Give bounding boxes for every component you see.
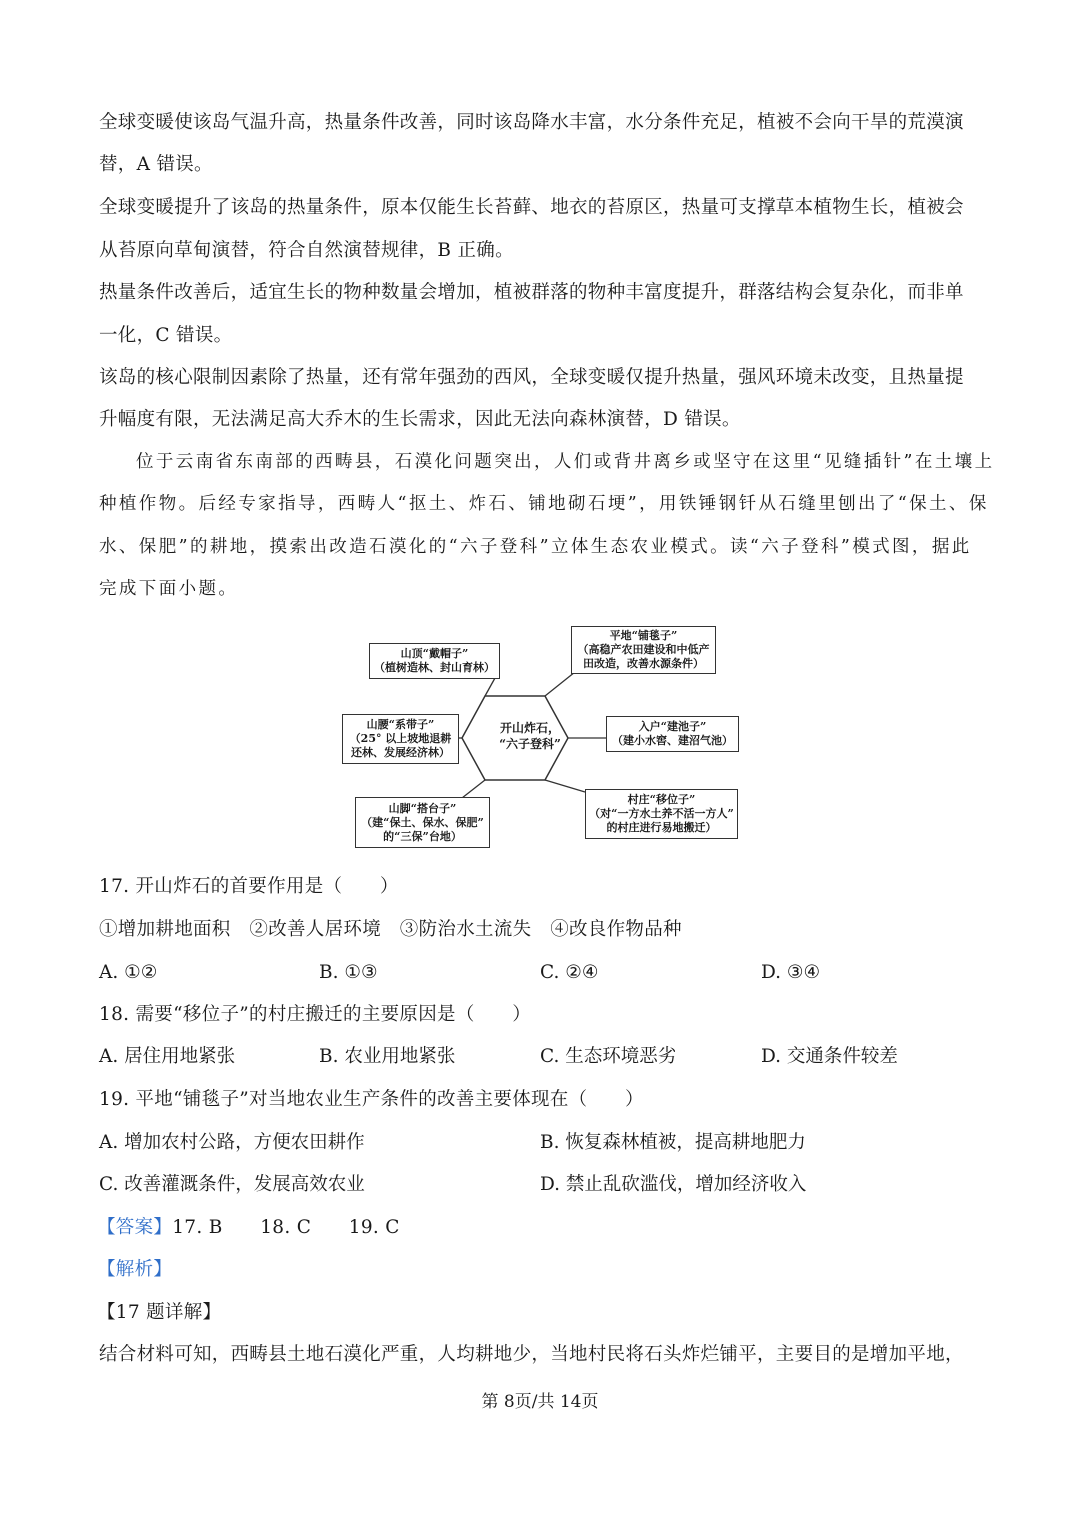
connector-top-left (485, 678, 495, 696)
q18-option-a: A. 居住用地紧张 (99, 1046, 236, 1067)
explanation-line-1: 全球变暖使该岛气温升高，热量条件改善，同时该岛降水丰富，水分条件充足，植被不会向干旱的荒漠演 (99, 112, 964, 133)
explanation-line-6: 一化，C 错误。 (99, 325, 233, 346)
q17-items: ①增加耕地面积 ②改善人居环境 ③防治水土流失 ④改良作物品种 (99, 919, 682, 940)
q17-option-a: A. ①② (99, 962, 158, 983)
connector-top-right (545, 672, 575, 696)
explanation-line-5: 热量条件改善后，适宜生长的物种数量会增加，植被群落的物种丰富度提升，群落结构会复杂化，而非单 (99, 282, 964, 303)
connector-bottom-right (545, 780, 585, 792)
diagram-box-top-right: 平地“铺毯子” （高稳产农田建设和中低产 田改造，改善水源条件） (571, 626, 716, 674)
q19-option-d: D. 禁止乱砍滥伐，增加经济收入 (540, 1174, 807, 1195)
diagram-box-mid-right: 入户“建池子” （建小水窖、建沼气池） (606, 716, 739, 752)
q18-stem: 18. 需要“移位子”的村庄搬迁的主要原因是（ ） (99, 1004, 532, 1025)
page-footer: 第 8页/共 14页 (481, 1392, 599, 1412)
q18-option-c: C. 生态环境恶劣 (540, 1046, 677, 1067)
material-line-3: 水、保肥”的耕地，摸索出改造石漠化的“六子登科”立体生态农业模式。读“六子登科”模式图，据此 (99, 537, 972, 557)
explanation-line-2: 替，A 错误。 (99, 154, 213, 175)
diagram-center-label: 开山炸石， “六子登科” (499, 721, 561, 751)
explanation-line-8: 升幅度有限，无法满足高大乔木的生长需求，因此无法向森林演替，D 错误。 (99, 409, 741, 430)
detail-text: 结合材料可知，西畴县土地石漠化严重，人均耕地少，当地村民将石头炸烂铺平，主要目的是增加平地， (99, 1344, 964, 1365)
material-line-1: 位于云南省东南部的西畴县，石漠化问题突出，人们或背井离乡或坚守在这里“见缝插针”在土壤上 (136, 452, 995, 472)
material-line-4: 完成下面小题。 (99, 579, 239, 599)
diagram-box-mid-left: 山腰“系带子” （25° 以上坡地退耕 还林、发展经济林） (342, 714, 459, 764)
answer-label: 【答案】 (97, 1217, 173, 1238)
q19-option-b: B. 恢复森林植被，提高耕地肥力 (540, 1132, 806, 1153)
explanation-line-4: 从苔原向草甸演替，符合自然演替规律，B 正确。 (99, 240, 514, 261)
q19-option-c: C. 改善灌溉条件，发展高效农业 (99, 1174, 365, 1195)
q18-option-d: D. 交通条件较差 (761, 1046, 898, 1067)
connector-bottom-left (462, 780, 485, 798)
explanation-line-3: 全球变暖提升了该岛的热量条件，原本仅能生长苔藓、地衣的苔原区，热量可支撑草本植物生长，植被会 (99, 197, 964, 218)
explanation-line-7: 该岛的核心限制因素除了热量，还有常年强劲的西风，全球变暖仅提升热量，强风环境未改变，且热量提 (99, 367, 964, 388)
diagram-box-bottom-left: 山脚“搭台子” （建“保土、保水、保肥” 的“三保”台地） (355, 797, 490, 848)
q17-option-b: B. ①③ (319, 962, 378, 983)
q17-option-c: C. ②④ (540, 962, 599, 983)
q19-stem: 19. 平地“铺毯子”对当地农业生产条件的改善主要体现在（ ） (99, 1089, 644, 1110)
diagram-box-top-left: 山顶“戴帽子” （植树造林、封山育林） (369, 643, 500, 679)
q17-option-d: D. ③④ (761, 962, 821, 983)
q18-option-b: B. 农业用地紧张 (319, 1046, 456, 1067)
q17-stem: 17. 开山炸石的首要作用是（ ） (99, 876, 399, 897)
answer-line (97, 1219, 400, 1238)
diagram-box-bottom-right: 村庄“移位子” （对“一方水土养不活一方人” 的村庄进行易地搬迁） (585, 789, 738, 839)
q19-option-a: A. 增加农村公路，方便农田耕作 (99, 1132, 365, 1153)
detail-label: 【17 题详解】 (97, 1302, 222, 1323)
answer-values: 17. B 18. C 19. C (172, 1217, 400, 1238)
analysis-label: 【解析】 (97, 1259, 173, 1280)
material-line-2: 种植作物。后经专家指导，西畴人“抠土、炸石、铺地砌石埂”，用铁锤钢钎从石缝里刨出了“保土、保 (99, 494, 989, 514)
